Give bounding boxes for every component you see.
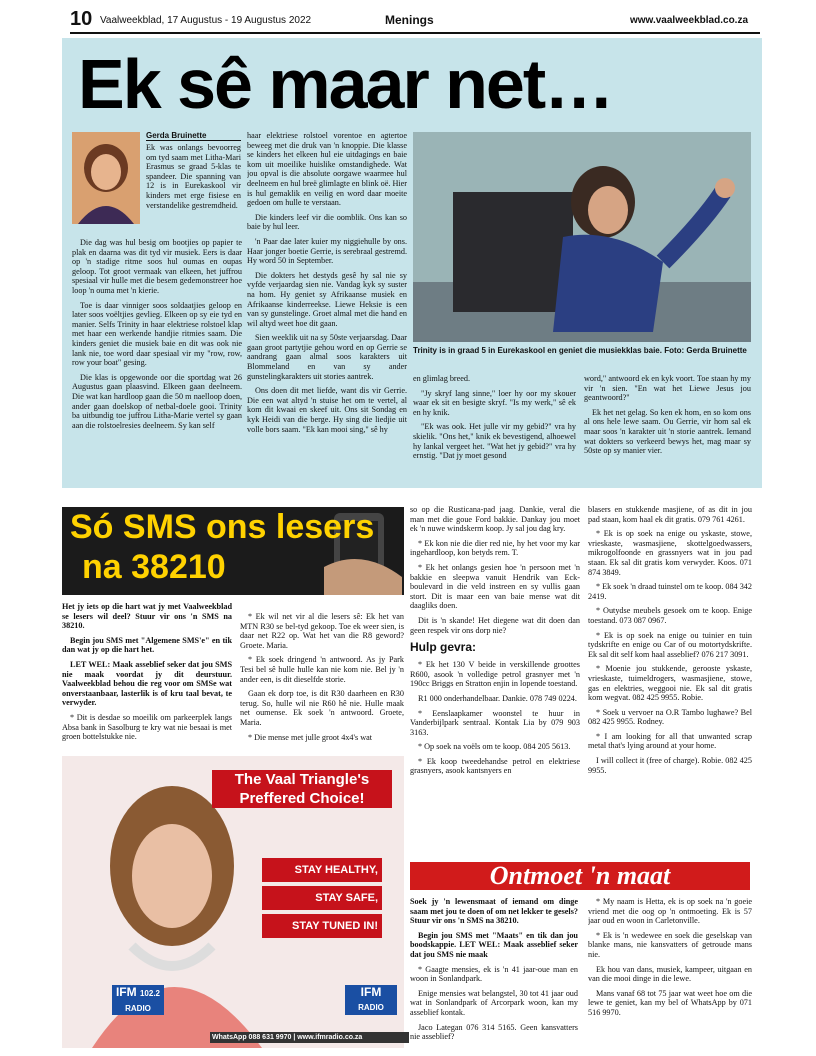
sms-messages-2: * Ek wil net vir al die lesers sê: Ek het van MTN R30 se bel-tyd gekoop. Toe ek weer sien, is daar net R22 op. Wat het van die R8 geword? Groete. Maria. * Ek soek dringend 'n antwoord. As jy Park Tesi bel sê hulle hulle kan nie kom nie. Bel jy 'n ander een, is dit dieselfde storie. Gaan ek dorp toe, is dit R30 daarheen en R30 terug. So, hulle wil nie R60 hê nie. Hulle maak net oumense. Ek soek 'n antwoord. Groete, Maria. * Die mense met julle groot 4x4's wat <box>240 612 404 742</box>
ontmoet-column-2: * My naam is Hetta, ek is op soek na 'n goeie vriend met die oog op 'n ontmoeting. Ek is 57 jaar oud en woon in Carletonville. * Ek is 'n wedewee en soek die geselskap van blanke mans, nie kansvatters of getroude mans nie. Ek hou van dans, musiek, kampeer, uitgaan en van die mooi dinge in die lewe. Mans vanaf 68 tot 75 jaar wat weet hoe om die lewe te geniet, kan my bel of WhatsApp by 071 516 9970. <box>588 897 752 1017</box>
column-text-intro: Ek was onlangs bevoorreg om tyd saam met Litha-Mari Erasmus se graad 5-klas te spandeer. Die spanning van 12 is in Eurekaskool vir kinders met erge fisiese en verstandelike gestremdheid. <box>146 143 241 210</box>
column-title: Ek sê maar net… <box>78 45 613 123</box>
sms-messages-3: so op die Rusticana-pad jaag. Dankie, veral die man met die goue Ford bakkie. Dankay jou moet ek 'n nuwe windskerm koop. Jy sal jou dag kry. * Ek kon nie die dier red nie, hy het voor my kar ingehardloop, kon betyds rem. T. * Ek het onlangs gesien hoe 'n persoon met 'n bakkie en sleepwa vanuit Hendrik van Eck-boulevard in die veld instreen en sy vullis gaan stort. Dit is maar een van baie mense wat dit daagliks doen. Dit is 'n skande! Het diegene wat dit doen dan geen respek vir ons dorp nie? Hulp gevra: * Ek het 130 V beide in verskillende groottes R600, asook 'n volledige petrol grasnyer met 'n 190cc Briggs en Stratton enjin in lopende toestand. R1 000 onderhandelbaar. Dankie. 078 749 0224. * Eenslaapkamer woonstel te huur in Vanderbijlpark sentraal. Kontak Lia by 079 903 3163. * Op soek na voëls om te koop. 084 205 5613. * Ek koop tweedehandse petrol en elektriese grasnyers, asook kantsnyers en <box>410 505 580 776</box>
whatsapp-number[interactable]: WhatsApp 088 631 9970 <box>212 1034 292 1041</box>
ad-contact[interactable]: WhatsApp 088 631 9970 | www.ifmradio.co.za <box>210 1032 409 1043</box>
ad-slogan: STAY HEALTHY, STAY SAFE, STAY TUNED IN! <box>262 858 382 938</box>
section-name: Menings <box>385 13 434 27</box>
sms-title: Só SMS ons lesers na 38210 <box>70 508 375 586</box>
help-heading: Hulp gevra: <box>410 640 477 655</box>
ad-headline: The Vaal Triangle's Preffered Choice! <box>212 770 392 808</box>
trinity-photo <box>413 132 751 342</box>
ifm-logo: IFM 102.2 RADIO <box>112 985 164 1015</box>
ontmoet-title: Ontmoet 'n maat <box>489 861 671 890</box>
author-byline: Gerda Bruinette <box>146 131 241 141</box>
website-link[interactable]: www.vaalweekblad.co.za <box>630 15 749 26</box>
ontmoet-column-1: Soek jy 'n lewensmaat of iemand om dinge saam met jou te doen of om net lekker te gesels? Stuur vir ons 'n SMS na 38210. Begin jou SMS met "Maats" en tik dan jou boodskappie. LET WEL: Maak asseblief seker dat jou SMS nie maak * Gaagte mensies, ek is 'n 41 jaar-oue man en woon in Sonlandpark. Enige mensies wat belangstel, 30 tot 41 jaar oud wat in Sonlandpark of Arcorpark woon, kan my asseblief kontak. Jaco Lategan 076 314 5165. Geen kansvatters nie asseblief? <box>410 897 578 1042</box>
sms-messages-4: blasers en stukkende masjiene, of as dit in jou pad staan, kom haal ek dit gratis. 079 761 4261. * Ek is op soek na enige ou yskaste, stowe, vrieskaste, wasmasjiene, skottelgoedwassers, mikrogolfoonde en grassnyers wat in jou pad staan. Ek sal dit gratis kom verwyder. Koos. 071 874 3849. * Ek soek 'n draad tuinstel om te koop. 084 342 2419. * Outydse meubels gesoek om te koop. Enige toestand. 073 087 0967. * Ek is op soek na enige ou tuinier en tuin tydskrifte en enige ou Car of ou motortydskrifte. Ek sal dit self kom haal asseblief? 076 217 3091. * Moenie jou stukkende, gerooste yskaste, vrieskaste, tuimeldrogers, wasmasjiene, stowe, gas en elektries, weggooi nie. Ek sal dit gratis kom wegvat. 082 425 9955. Robie. * Soek u vervoer na O.R Tambo lughawe? Bel 082 425 9955. Rodney. * I am looking for all that unwanted scrap metal that's lying around at your home. I will collect it (free of charge). Robie. 082 425 9955. <box>588 505 752 775</box>
ifm-logo-right: IFM RADIO <box>345 985 397 1015</box>
column-text-2: haar elektriese rolstoel vorentoe en agtertoe beweeg met die druk van 'n knoppie. Die klasse se kinders het elkeen hul eie uitdagings en baie kom uit moeilike huislike omstandighede. Wat jou opval is die absolute oorgawe waarmee hul deelneem en hul breë glimlagte en blink oë. Hier is hul gemaklik en veilig en word daar moeite gedoen om hulle te verstaan. Die kinders leef vir die oomblik. Ons kan so baie by hul leer. 'n Paar dae later kuier my niggiehulle by ons. Haar jonger boetie Gerrie, is serebraal gestremd. Hy word 50 in September. Die dokters het destyds gesê hy sal nie sy vyfde verjaardag sien nie. Vandag kyk sy suster na hom. Hy geniet sy Afrikaanse musiek en Afrikaanse kinderreekse. Liewe Heksie is een van sy gunstelinge. Groet almal met die hand en wil altyd weet hoe dit gaan. Sien weeklik uit na sy 50ste verjaarsdag. Daar gaan groot partytjie gehou word en op Gerrie se aandrang gaan almal soos karakters uit Blommeland en van sy ander gunstelingkarakters uit stories aantrek. Ons doen dit met liefde, want dis vir Gerrie. Die een wat altyd 'n stuise het om te vertel, al kom dit kwaai en skeef uit. Ons sit Sondag en kyk Heidi van die berge. Hy sing die liedjie uit volle bors saam. "Ek kan mooi sing," sê hy <box>247 131 407 434</box>
author-photo <box>72 132 140 224</box>
column-text-4: word," antwoord ek en kyk voort. Toe staan hy my vir 'n sien. "En wat het Liewe Jesus jou geantwoord?" Ek het net gelag. So ken ek hom, en so kom ons al ons hele lewe saam. Ou Gerrie, vir hom sal ek maar soos 'n karakter uit 'n storie aantrek. Iemand wat dokters so verkeerd bewys het, mag maar sy 50ste op sy manier vier. <box>584 374 751 456</box>
sms-intro: Het jy iets op die hart wat jy met Vaalweekblad se lesers wil deel? Stuur vir ons 'n SMS na 38210. Begin jou SMS met "Algemene SMS'e" en tik dan wat jy op die hart het. LET WEL: Maak asseblief seker dat jou SMS nie maak voordat jy dit deurstuur. Vaalweekblad behou die reg voor om SMSe wat onverstaanbaar, lasterlik is of kru taal bevat, te verwyder. * Dit is desdae so moeilik om parkeerplek langs Absa bank in Sasolburg te kry wat nie besaai is met groen bottelstukke nie. <box>62 602 232 742</box>
page-number: 10 <box>70 8 93 30</box>
ad-website[interactable]: www.ifmradio.co.za <box>297 1034 363 1041</box>
column-text-3: en glimlag breed. "Jy skryf lang sinne," loer hy oor my skouer waar ek sit en besigte skryf. "Is my werk," sê ek en hy knik. "Ek was ook. Het julle vir my gebid?" vra hy skielik. "Ons het," knik ek bevestigend, alhoewel hy lankal vergeet het. "Wat het jy gebid?" vra hy ernstig. "Dat jy moet gesond <box>413 374 576 461</box>
publication-date: Vaalweekblad, 17 Augustus - 19 Augustus 2022 <box>100 15 312 26</box>
column-text-1: Die dag was hul besig om bootjies op papier te plak en daarna was dit tyd vir musiek. Eers is daar op 'n stadige ritme soos hul oumas en oupas geloop. Tot groot vermaak van elkeen, het juffrou spesiaal vir hulle met die besem gedemonstreer hoe loop 'n ouma met 'n kierie. Toe is daar vinniger soos soldaatjies geloop en later soos voëltjies gevlieg. Elkeen op sy eie tyd en manier. Selfs Trinity in haar elektriese rolstoel klap met haar een werkende handjie ritmies saam. Die kinders geniet die musiek baie en dit was ook nie lank nie, toe word daar spesiaal vir my "row, row, row your boat" gesing. Die klas is opgewonde oor die sportdag wat 26 Augustus gaan plaasvind. Elkeen gaan deelneem. Die wat kan hardloop gaan die 50 m naelloop doen, ander gaan doelskop of netbal-doele gooi. Trinity ba uitbundig toe juffrou Litha-Marie vertel sy gaan aan die rolstoelresies deelneem. Sy kan self <box>72 238 242 430</box>
photo-caption: Trinity is in graad 5 in Eurekaskool en geniet die musiekklas baie. Foto: Gerda Bruinette <box>413 346 747 355</box>
